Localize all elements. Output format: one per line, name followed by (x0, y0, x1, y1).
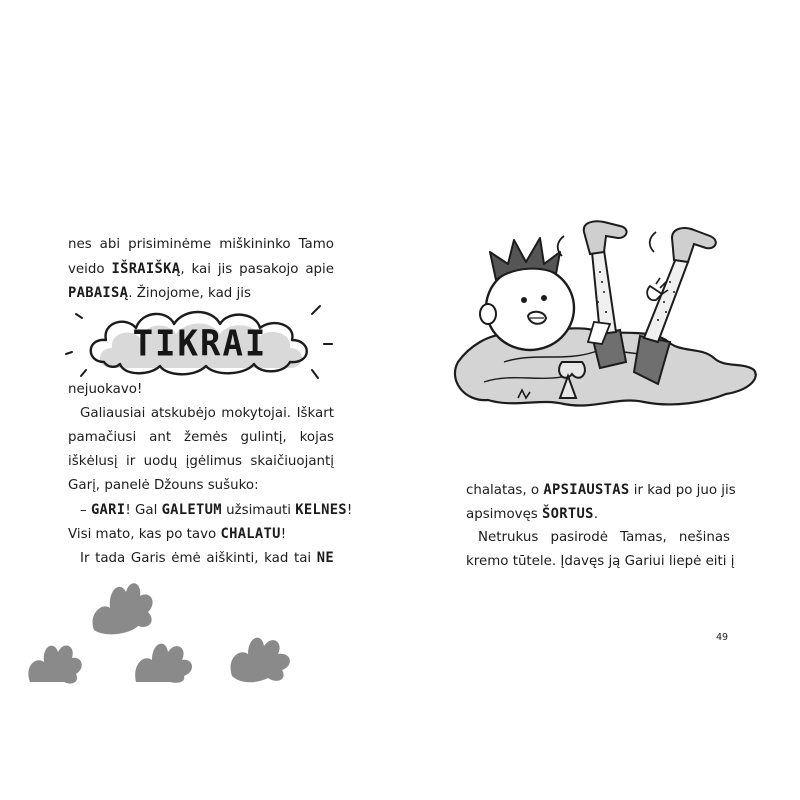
left-line-8: Garį, panelė Džouns sušuko: (68, 478, 259, 493)
right-line-3: Netrukus pasirodė Tamas, nešinas (478, 530, 730, 545)
emphasis-sortus: ŠORTUS (542, 506, 594, 522)
footprints-illustration (10, 568, 330, 688)
emphasis-apsiaustas: APSIAUSTAS (543, 482, 630, 498)
emphasis-gari: GARI (90, 502, 126, 518)
cloud-word-tikrai: TIKRAI (132, 323, 268, 365)
left-line-10: Visi mato, kas po tavo CHALATU! (68, 526, 287, 542)
left-line-4: nejuokavo! (68, 382, 143, 397)
emphasis-chalatu: CHALATU (220, 526, 281, 542)
left-line-6: pamačiusi ant žemės gulintį, kojas (68, 430, 334, 445)
emphasis-ne: NE (316, 550, 334, 566)
left-line-11: Ir tada Garis ėmė aiškinti, kad tai NE (80, 550, 334, 566)
emphasis-galetum: GALETUM (161, 502, 222, 518)
left-line-1: nes abi prisiminėme miškininko Tamo (68, 237, 334, 252)
left-line-2: veido IŠRAIŠKĄ, kai jis pasakojo apie (68, 261, 334, 277)
left-line-5: Galiausiai atskubėjo mokytojai. Iškart (80, 406, 334, 421)
emphasis-pabaisa: PABAISĄ (68, 285, 129, 301)
left-line-3: PABAISĄ. Žinojome, kad jis (68, 285, 251, 301)
page-number: 49 (716, 632, 729, 643)
boy-lying-illustration (444, 212, 764, 412)
emphasis-kelnes: KELNES (295, 502, 347, 518)
emphasis-israiska: IŠRAIŠKĄ (111, 261, 181, 277)
left-line-7: iškėlusį ir uodų įgėlimus skaičiuojantį (68, 454, 334, 469)
right-line-2: apsimovęs ŠORTUS. (466, 506, 598, 522)
right-line-4: kremo tūtele. Įdavęs ją Gariui liepė eiti į (466, 554, 735, 569)
tikrai-cloud (64, 300, 336, 382)
left-line-9: – GARI! Gal GALETUM užsimauti KELNES! (80, 502, 353, 518)
right-line-1: chalatas, o APSIAUSTAS ir kad po juo jis (466, 482, 736, 498)
